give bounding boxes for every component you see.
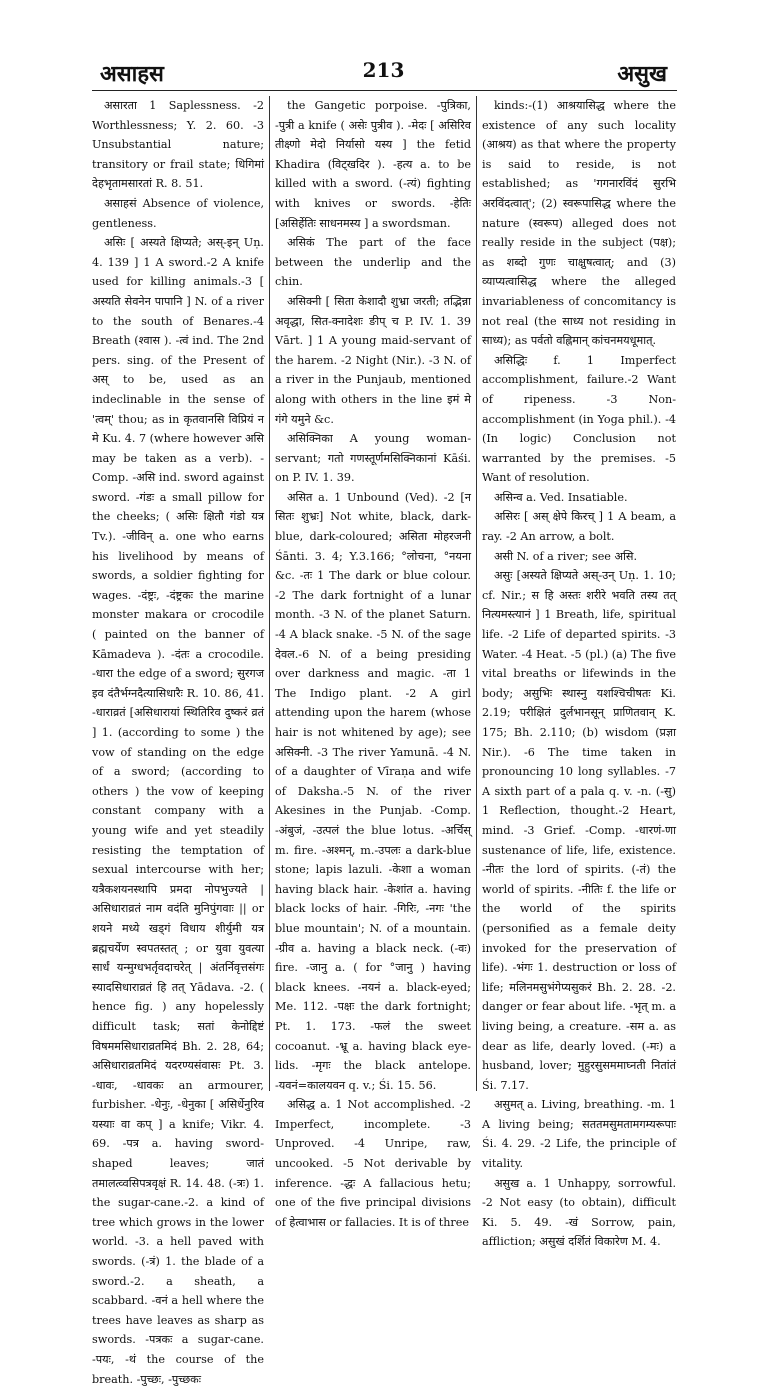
dictionary-entry: असिद्ध a. 1 Not accomplished. -2 Imperfect, incomplete. -3 Unproved. -4 Unripe, raw, uncooked. -5 Not derivable by inference. -द्धः A fallacious hetu; one of the five principal divisions of हेत्वाभास or fallacies. It is of three: [275, 1098, 471, 1229]
dictionary-entry: असुः [अस्यते क्षिप्यते अस्-उन् Uṇ. 1. 10; cf. Nir.; स हि अस्तः शरीरे भवति तस्य तत् नित्यमस्त्यानं ] 1 Breath, life, spiritual life. -2 Life of departed spirits. -3 Water. -4 Heat. -5 (pl.) (a) The five vital breaths or lifewinds in the body; असुभिः स्थास्नु यशश्चिचीषतः Ki. 2.19; परीक्षितं दुर्लभानसून् प्राणितवान् K. 175; Bh. 2.110; (b) wisdom (प्रज्ञा Nir.). -6 The time taken in pronouncing 10 long syllables. -7 A sixth part of a pala q. v. -n. (-सु) 1 Reflection, thought.-2 Heart, mind. -3 Grief. -Comp. -धारणं-णा sustenance of life, life, existence. -नीतः the lord of spirits. (-तं) the world of spirits. -नीतिः f. the life or the world of the spirits (personified as a female deity invoked for the preservation of life). -भंगः 1. destruction or loss of life; मलिनमसुभंगेप्यसुकरं Bh. 2. 28. -2. danger or fear about life. -भृत् m. a living being, a creature. -सम a. as dear as life, dearly loved. (-मः) a husband, lover; मुहुरसुसममाघ्नती नितांतं Śi. 7.17.: [482, 569, 676, 1092]
dictionary-entry: असिन्व a. Ved. Insatiable.: [494, 490, 628, 504]
column-2: [275, 96, 471, 1229]
dictionary-entry: असिरः [ अस् क्षेपे किरच् ] 1 A beam, a ray. -2 An arrow, a bolt.: [482, 510, 676, 544]
column-3: [482, 96, 676, 1249]
dictionary-entry: kinds:-(1) आश्रयासिद्ध where the existence of any such locality (आश्रय) as that where the property is said to reside, is not established; as 'गगनारविंदं सुरभि अरविंदत्वात्'; (2) स्वरूपासिद्ध where the nature (स्वरूप) alleged does not really reside in the subject (पक्ष); as शब्दो गुणः चाक्षुषत्वात्; and (3) व्याप्यत्वासिद्ध where the alleged invariableness of concomitancy is not real (the साध्य not residing in साध्य); as पर्वतो वह्निमान् कांचनमयधूमात्.: [482, 99, 676, 348]
dictionary-entry: असिद्धिः f. 1 Imperfect accomplishment, failure.-2 Want of ripeness. -3 Non-accomplishment (in Yoga phil.). -4 (In logic) Conclusion not warranted by the premises. -5 Want of resolution.: [482, 353, 676, 485]
dictionary-entry: असी N. of a river; see असि.: [494, 549, 638, 563]
dictionary-entry: असिक्नी [ सिता केशादौ शुभ्रा जरती; तद्भिन्ना अवृद्धा, सित-क्नादेशः ङीप् च P. IV. 1. 39 Vārt. ] 1 A young maid-servant of the harem. -2 Night (Nir.). -3 N. of a river in the Punjaub, mentioned along with others in the line इमं मे गंगे यमुने &c.: [275, 294, 471, 426]
header-left-guideword: असाहस: [100, 61, 164, 87]
dictionary-entry: असिकं The part of the face between the underlip and the chin.: [275, 236, 471, 289]
dictionary-entry: the Gangetic porpoise. -पुत्रिका, -पुत्री a knife ( असेः पुत्रीव ). -मेदः [ असिरिव तीक्ष्णो मेदो निर्यासो यस्य ] the fetid Khadira (विट्खदिर ). -हत्य a. to be killed with a sword. (-त्यं) fighting with knives or swords. -हेतिः [असिर्हेतिः साधनमस्य ] a swordsman.: [275, 99, 471, 230]
header-rule: [92, 90, 677, 91]
column-1: [92, 96, 264, 1386]
page-header: [100, 58, 667, 86]
header-right-guideword: असुख: [617, 61, 667, 87]
dictionary-entry: असिक्निका A young woman-servant; गतो गणस्तूर्णमसिक्निकानां Kāśi. on P. IV. 1. 39.: [275, 432, 471, 485]
dictionary-entry: असुमत् a. Living, breathing. -m. 1 A living being; सततमसुमतामगम्यरूपाः Śi. 4. 29. -2 Life, the principle of vitality.: [482, 1098, 676, 1171]
column-divider: [269, 96, 270, 1091]
dictionary-entry: असिः [ अस्यते क्षिप्यते; अस्-इन् Uṇ. 4. 139 ] 1 A sword.-2 A knife used for killing animals.-3 [ अस्यति सेवनेन पापानि ] N. of a river to the south of Benares.-4 Breath (श्वास ). -त्वं ind. The 2nd pers. sing. of the Present of अस् to be, used as an indeclinable in the sense of 'त्वम्' thou; as in कृतवानसि विप्रियं न मे Ku. 4. 7 (where however असि may be taken as a verb). -Comp. -असि ind. sword against sword. -गंडः a small pillow for the cheeks; ( असिः क्षितौ गंडो यत्र Tv.). -जीविन् a. one who earns his livelihood by means of swords, a soldier fighting for wages. -दंष्ट्रः, -दंष्ट्रकः the marine monster makara or crocodile ( painted on the banner of Kāmadeva ). -दंतः a crocodile. -धारा the edge of a sword; सुरगज इव दंतैर्भग्नदैत्यासिधारैः R. 10. 86, 41. -धाराव्रतं [असिधारायां स्थितिरिव दुष्करं व्रतं ] 1. (according to some ) the vow of standing on the edge of a sword; (according to others ) the vow of keeping constant company with a young wife and yet steadily resisting the temptation of sexual intercourse with her; यत्रैकशयनस्थापि प्रमदा नोपभुज्यते | असिधाराव्रतं नाम वदंति मुनिपुंगवाः || or शयने मध्ये खड्गं विधाय शीर्युमी यत्र ब्रह्मचर्येण स्वपतस्तत् ; or युवा युवत्या सार्धं यन्मुग्धभर्तृवदाचरेत् | अंतर्निवृत्तसंगः स्यादसिधाराव्रतं हि तत् Yādava. -2. ( hence fig. ) any hopelessly difficult task; सतां केनोद्दिष्टं विषममसिधाराव्रतमिदं Bh. 2. 28, 64; असिधाराव्रतमिदं यदरण्यसंवासः Pt. 3. -धावः, -धावकः an armourer, furbisher. -धेनुः, -धेनुका [ असिर्धेनुरिव यस्याः वा कप् ] a knife; Vikr. 4. 69. -पत्र a. having sword-shaped leaves; जातं तमालत्व्वसिपत्रवृक्षं R. 14. 48. (-त्रः) 1. the sugar-cane.-2. a kind of tree which grows in the lower world. -3. a hell paved with swords. (-त्रं) 1. the blade of a sword.-2. a sheath, a scabbard. -वनं a hell where the trees have leaves as sharp as swords. -पत्रकः a sugar-cane. -पयः, -थं the course of the breath. -पुच्छः, -पुच्छकः: [92, 236, 264, 1386]
dictionary-entry: असुख a. 1 Unhappy, sorrowful. -2 Not easy (to obtain), difficult Ki. 5. 49. -खं Sorrow, pain, affliction; असुखं दर्शितं विकारेण M. 4.: [482, 1176, 676, 1249]
dictionary-entry: असारता 1 Saplessness. -2 Worthlessness; Y. 2. 60. -3 Unsubstantial nature; transitory or frail state; धिगिमां देहभृतामसारतां R. 8. 51.: [92, 99, 264, 191]
page-number: 213: [362, 58, 405, 82]
dictionary-entry: असित a. 1 Unbound (Ved). -2 [न सितः शुभ्रः] Not white, black, dark-blue, dark-coloured; असिता मोहरजनी Śānti. 3. 4; Y.3.166; °लोचना, °नयना &c. -तः 1 The dark or blue colour. -2 The dark fortnight of a lunar month. -3 N. of the planet Saturn. -4 A black snake. -5 N. of the sage देवल.-6 N. of a being presiding over darkness and magic. -ता 1 The Indigo plant. -2 A girl attending upon the harem (whose hair is not whitened by age); see असिक्नी. -3 The river Yamunā. -4 N. of a daughter of Vīraṇa and wife of Daksha.-5 N. of the river Akesines in the Punjab. -Comp. -अंबुजं, -उत्पलं the blue lotus. -अर्चिस् m. fire. -अश्मन्, m.-उपलः a dark-blue stone; lapis lazuli. -केशा a woman having black hair. -केशांत a. having black locks of hair. -गिरिः, -नगः 'the blue mountain'; N. of a mountain. -ग्रीव a. having a black neck. (-वः) fire. -जानु a. ( for °जानु ) having black knees. -नयनं a. black-eyed; Me. 112. -पक्षः the dark fortnight; Pt. 1. 173. -फलं the sweet cocoanut. -भ्रू a. having black eye-lids. -मृगः the black antelope. -यवनं=कालयवन q. v.; Śi. 15. 56.: [275, 490, 471, 1092]
column-divider: [476, 96, 477, 1091]
dictionary-entry: असाहसं Absence of violence, gentleness.: [92, 196, 264, 230]
